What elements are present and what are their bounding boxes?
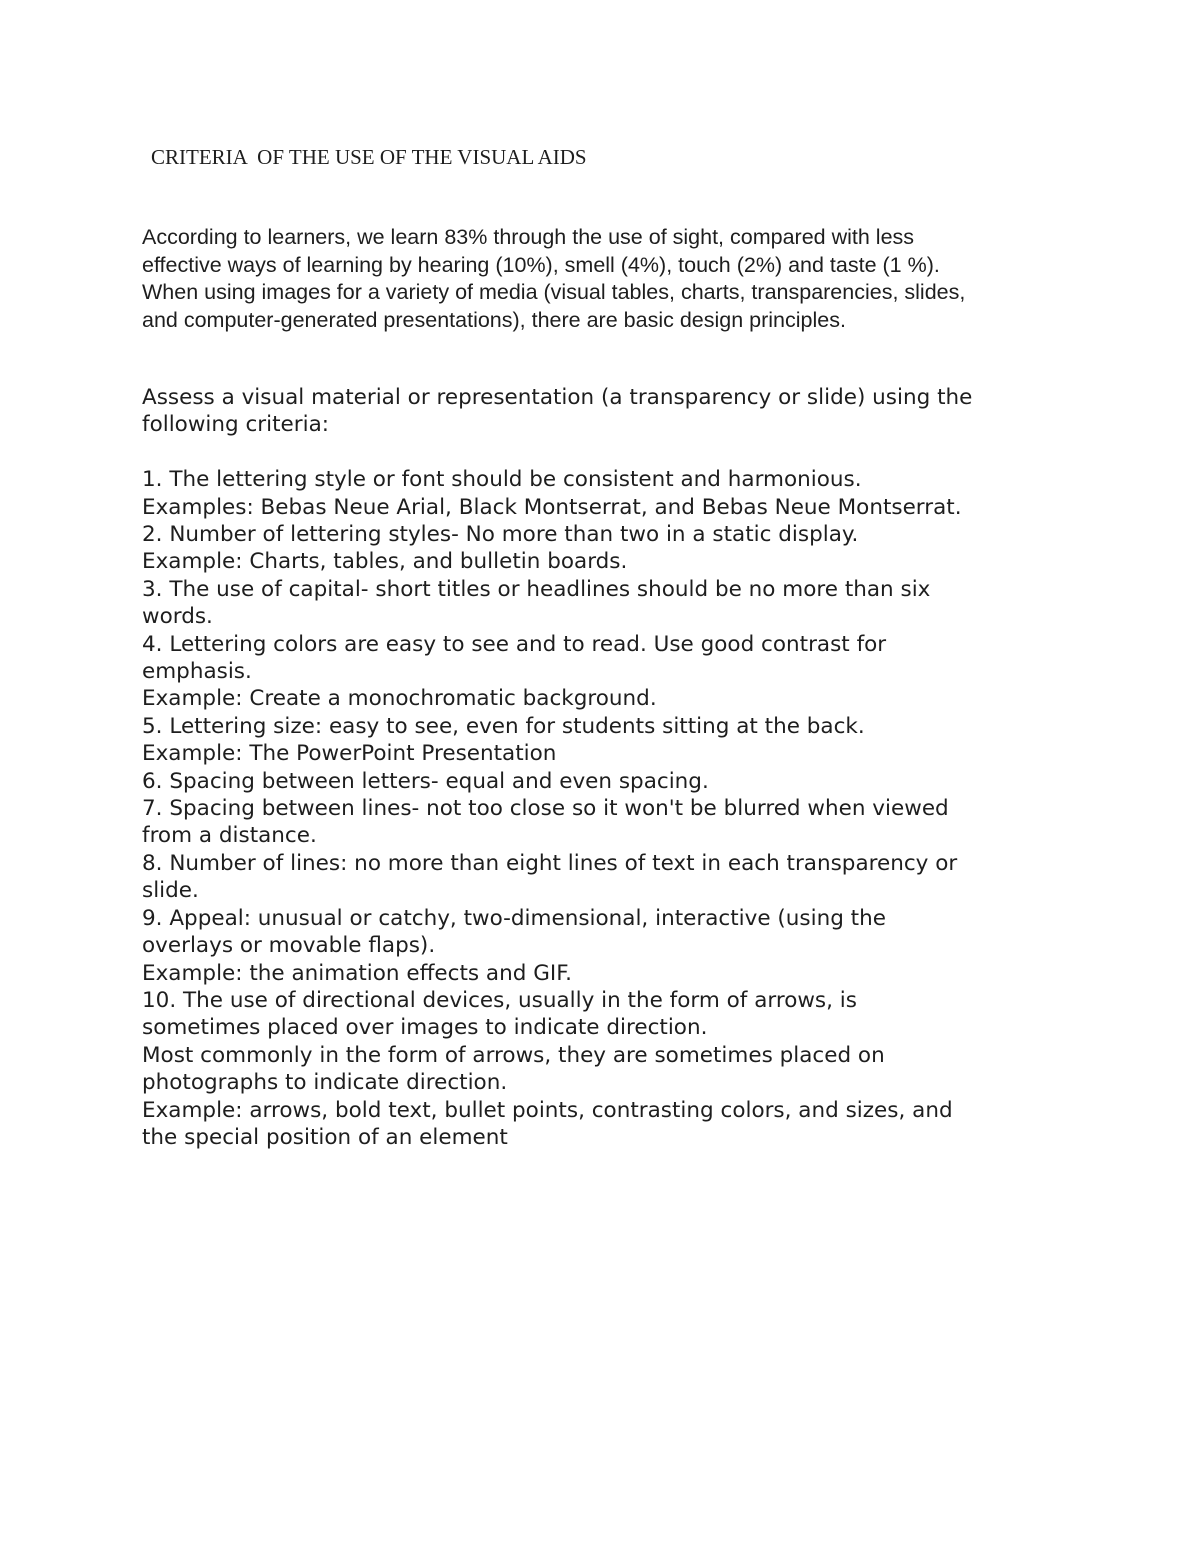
criteria-line: emphasis.	[142, 659, 252, 685]
criteria-line: the special position of an element	[142, 1124, 508, 1150]
criteria-line: 10. The use of directional devices, usually in the form of arrows, is	[142, 987, 857, 1013]
criteria-line: Example: Create a monochromatic background.	[142, 686, 657, 712]
criteria-line: 1. The lettering style or font should be consistent and harmonious.	[142, 467, 862, 493]
blank-line	[142, 439, 1072, 466]
assess-instruction-line: Assess a visual material or representation (a transparency or slide) using the	[142, 385, 973, 410]
criteria-line: Example: the animation effects and GIF.	[142, 960, 572, 986]
page-title: CRITERIA OF THE USE OF THE VISUAL AIDS	[151, 145, 587, 169]
assess-instruction-line: following criteria:	[142, 412, 330, 438]
criteria-line: slide.	[142, 878, 199, 904]
intro-line: When using images for a variety of media (visual tables, charts, transparencies, slides,	[142, 280, 966, 304]
criteria-line: Example: arrows, bold text, bullet points, contrasting colors, and sizes, and	[142, 1097, 953, 1123]
criteria-line: Example: The PowerPoint Presentation	[142, 741, 557, 767]
criteria-line: 9. Appeal: unusual or catchy, two-dimensional, interactive (using the	[142, 905, 886, 931]
criteria-line: 5. Lettering size: easy to see, even for students sitting at the back.	[142, 713, 865, 739]
criteria-line: 4. Lettering colors are easy to see and to read. Use good contrast for	[142, 631, 887, 657]
intro-line: and computer-generated presentations), there are basic design principles.	[142, 307, 846, 332]
criteria-line: 2. Number of lettering styles- No more than two in a static display.	[142, 522, 859, 548]
criteria-line: 7. Spacing between lines- not too close so it won't be blurred when viewed	[142, 796, 949, 822]
criteria-line: sometimes placed over images to indicate direction.	[142, 1015, 708, 1041]
criteria-line: Examples: Bebas Neue Arial, Black Montserrat, and Bebas Neue Montserrat.	[142, 494, 962, 520]
intro-paragraph	[142, 224, 1062, 334]
criteria-line: Example: Charts, tables, and bulletin boards.	[142, 549, 628, 575]
criteria-line: photographs to indicate direction.	[142, 1070, 508, 1096]
criteria-line: 6. Spacing between letters- equal and even spacing.	[142, 768, 709, 794]
intro-line: effective ways of learning by hearing (10%), smell (4%), touch (2%) and taste (1 %).	[142, 252, 940, 277]
criteria-section	[142, 384, 1072, 1151]
intro-line: According to learners, we learn 83% through the use of sight, compared with less	[142, 225, 915, 249]
criteria-line: 3. The use of capital- short titles or headlines should be no more than six	[142, 576, 931, 602]
criteria-line: 8. Number of lines: no more than eight lines of text in each transparency or	[142, 850, 958, 876]
criteria-line: words.	[142, 604, 213, 630]
criteria-line: Most commonly in the form of arrows, they are sometimes placed on	[142, 1042, 885, 1068]
criteria-line: from a distance.	[142, 823, 317, 849]
criteria-line: overlays or movable flaps).	[142, 933, 436, 959]
